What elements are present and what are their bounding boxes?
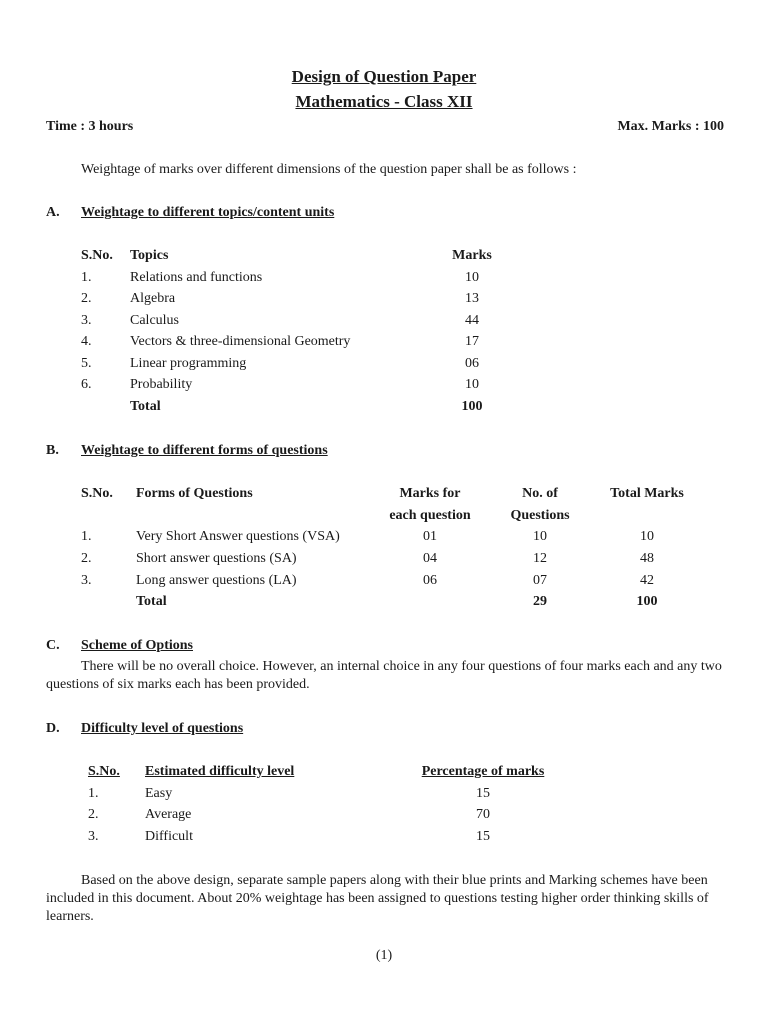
table-b-total-marks: 100 (636, 594, 658, 609)
closing-paragraph: Based on the above design, separate sample papers along with their blue prints and Marking schemes have been included in this document. About 20% weightage has been assigned to questions testing higher order thinking skills of learners. (46, 873, 709, 924)
table-b-total: 10 (640, 529, 654, 544)
section-a-heading: Weightage to different topics/content units (81, 205, 335, 220)
table-a-sno: 1. (81, 270, 92, 285)
table-a-total-label: Total (130, 399, 161, 414)
table-a-header-marks: Marks (452, 248, 492, 263)
table-a-topic: Probability (130, 377, 193, 392)
table-a-marks: 06 (465, 356, 479, 371)
table-d-level: Average (145, 807, 192, 822)
table-b-each: 06 (423, 573, 437, 588)
table-a-marks: 10 (465, 377, 479, 392)
table-a-sno: 5. (81, 356, 92, 371)
section-d-heading: Difficulty level of questions (81, 721, 244, 736)
table-d-level: Easy (145, 786, 173, 801)
table-b-each: 01 (423, 529, 437, 544)
table-d-pct: 15 (476, 786, 490, 801)
table-b-num: 12 (533, 551, 547, 566)
table-b-total: 48 (640, 551, 654, 566)
section-b-letter: B. (46, 443, 59, 458)
max-marks-label: Max. Marks : 100 (617, 119, 724, 134)
table-a-topic: Algebra (130, 291, 176, 306)
table-b-sno: 3. (81, 573, 92, 588)
table-b-header-marks-each: Marks for (399, 486, 461, 501)
page-title: Design of Question Paper (291, 67, 477, 86)
table-a-marks: 13 (465, 291, 479, 306)
table-b-header-num: No. of (522, 486, 558, 501)
table-d-header-pct: Percentage of marks (421, 764, 545, 779)
table-b-sno: 2. (81, 551, 92, 566)
table-a-topic: Calculus (130, 313, 179, 328)
table-a-header-sno: S.No. (81, 248, 113, 263)
table-b-form: Short answer questions (SA) (136, 551, 297, 566)
table-a-sno: 6. (81, 377, 92, 392)
table-d-pct: 70 (476, 807, 490, 822)
table-a-sno: 2. (81, 291, 92, 306)
table-b-num: 10 (533, 529, 547, 544)
table-a-marks: 10 (465, 270, 479, 285)
table-a-total-marks: 100 (461, 399, 483, 414)
table-b-header-num-2: Questions (510, 508, 570, 523)
table-b-header-sno: S.No. (81, 486, 113, 501)
section-d-letter: D. (46, 721, 60, 736)
section-b-heading: Weightage to different forms of questions (81, 443, 328, 458)
section-c-letter: C. (46, 638, 60, 653)
table-b-total-label: Total (136, 594, 167, 609)
table-a-sno: 4. (81, 334, 92, 349)
table-a-topic: Linear programming (130, 356, 247, 371)
table-d-header-level: Estimated difficulty level (145, 764, 295, 779)
table-b-form: Very Short Answer questions (VSA) (136, 529, 340, 544)
table-a-topic: Relations and functions (130, 270, 263, 285)
table-b-header-total: Total Marks (610, 486, 684, 501)
table-d-pct: 15 (476, 829, 490, 844)
table-a-header-topics: Topics (130, 248, 169, 263)
table-d-sno: 2. (88, 807, 99, 822)
section-c-text: There will be no overall choice. However, an internal choice in any four questions of four marks each and any two questions of six marks each has been provided. (46, 659, 722, 692)
table-b-num: 07 (533, 573, 547, 588)
table-b-each: 04 (423, 551, 437, 566)
table-b-header-forms: Forms of Questions (136, 486, 253, 501)
section-c-heading: Scheme of Options (81, 638, 193, 653)
time-label: Time : 3 hours (46, 119, 134, 134)
page-subtitle: Mathematics - Class XII (295, 92, 473, 111)
table-d-level: Difficult (145, 829, 193, 844)
table-a-marks: 17 (465, 334, 479, 349)
section-a-letter: A. (46, 205, 60, 220)
table-d-sno: 3. (88, 829, 99, 844)
table-b-header-marks-each-2: each question (389, 508, 471, 523)
table-a-marks: 44 (465, 313, 479, 328)
table-a-sno: 3. (81, 313, 92, 328)
page-number: (1) (375, 948, 393, 963)
table-b-total-num: 29 (533, 594, 547, 609)
table-b-form: Long answer questions (LA) (136, 573, 297, 588)
table-d-sno: 1. (88, 786, 99, 801)
table-d-header-sno: S.No. (88, 764, 120, 779)
table-a-topic: Vectors & three-dimensional Geometry (130, 334, 351, 349)
table-b-sno: 1. (81, 529, 92, 544)
table-b-total: 42 (640, 573, 654, 588)
intro-text: Weightage of marks over different dimensions of the question paper shall be as follows : (81, 162, 577, 177)
